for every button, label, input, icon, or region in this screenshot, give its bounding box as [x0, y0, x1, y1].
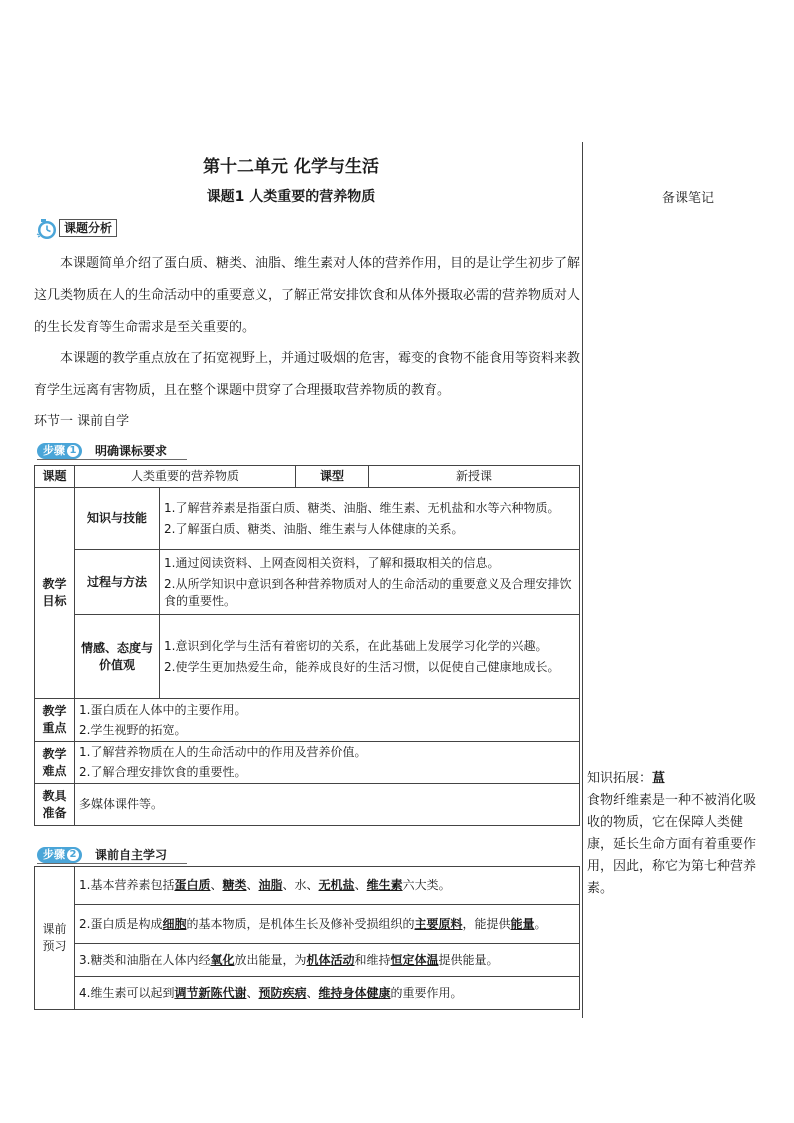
curriculum-table — [34, 465, 580, 826]
difficult-points-cell — [75, 742, 580, 784]
step-1-pill — [37, 443, 82, 459]
step-2-underline — [37, 863, 187, 864]
notes-column-divider — [582, 142, 583, 1018]
step-2-number: 2 — [67, 849, 79, 861]
table-row — [35, 977, 580, 1010]
key-point-line: 2.学生视野的拓宽。 — [79, 722, 187, 737]
goal-line: 2.使学生更加热爱生命，能养成良好的生活习惯，以促使自己健康地成长。 — [164, 659, 560, 674]
clock-icon — [35, 216, 61, 240]
key-points-header: 教学重点 — [35, 699, 75, 742]
preview-table — [34, 866, 580, 1010]
step-2-label: 课前自主学习 — [95, 848, 168, 862]
notes-title: 备课笔记 — [661, 191, 714, 206]
table-row — [35, 699, 580, 742]
table-row — [35, 944, 580, 977]
step-1-prefix: 步骤 — [43, 444, 65, 457]
step-1-underline — [37, 459, 187, 460]
table-row — [35, 784, 580, 826]
section-label: 环节一 课前自学 — [34, 414, 130, 429]
table-row — [35, 488, 580, 550]
table-row — [35, 905, 580, 944]
key-point-line: 1.蛋白质在人体中的主要作用。 — [79, 702, 247, 717]
analysis-paragraph-1: 本课题简单介绍了蛋白质、糖类、油脂、维生素对人体的营养作用，目的是让学生初步了解这几类物质在人的生命活动中的重要意义，了解正常安排饮食和从体外摄取必需的营养物质对人的生长发育等生命需求是至关重要的。 — [34, 256, 581, 335]
teaching-tools-value: 多媒体课件等。 — [75, 784, 580, 826]
goal-cell — [160, 550, 580, 615]
goal-cell — [160, 615, 580, 699]
topic-value: 人类重要的营养物质 — [75, 466, 296, 488]
preview-header: 课前预习 — [35, 867, 75, 1010]
goal-line: 2.了解蛋白质、糖类、油脂、维生素与人体健康的关系。 — [164, 521, 464, 536]
type-value: 新授课 — [369, 466, 580, 488]
sidebar-note-title: 知识拓展：蒀 — [587, 771, 666, 786]
table-row — [35, 615, 580, 699]
goal-category-knowledge: 知识与技能 — [75, 488, 160, 550]
table-row — [35, 466, 580, 488]
preview-item-1: 1.基本营养素包括蛋白质、糖类、油脂、水、无机盐、维生素六大类。 — [75, 867, 580, 905]
difficult-point-line: 2.了解合理安排饮食的重要性。 — [79, 765, 247, 779]
type-header: 课型 — [296, 466, 369, 488]
table-row — [35, 742, 580, 784]
step-1-number: 1 — [67, 445, 79, 457]
topic-header: 课题 — [35, 466, 75, 488]
step-2-pill — [37, 847, 82, 863]
goal-category-attitude: 情感、态度与价值观 — [75, 615, 160, 699]
goal-cell — [160, 488, 580, 550]
goal-line: 1.意识到化学与生活有着密切的关系，在此基础上发展学习化学的兴趣。 — [164, 638, 548, 653]
goal-category-process: 过程与方法 — [75, 550, 160, 615]
step-1-label: 明确课标要求 — [95, 444, 168, 458]
teaching-tools-header: 教具准备 — [35, 784, 75, 826]
goal-line: 1.通过阅读资料、上网查阅相关资料，了解和摄取相关的信息。 — [164, 555, 500, 570]
lesson-title: 课题1 人类重要的营养物质 — [206, 189, 376, 205]
difficult-point-line: 1.了解营养物质在人的生命活动中的作用及营养价值。 — [79, 745, 367, 759]
preview-item-2: 2.蛋白质是构成细胞的基本物质，是机体生长及修补受损组织的主要原料，能提供能量。 — [75, 905, 580, 944]
preview-item-3: 3.糖类和油脂在人体内经氧化放出能量，为机体活动和维持恒定体温提供能量。 — [75, 944, 580, 977]
sidebar-note-text: 食物纤维素是一种不被消化吸收的物质，它在保障人类健康，延长生命方面有着重要作用，因此，称它为第七种营养素。 — [587, 793, 757, 896]
key-points-cell — [75, 699, 580, 742]
table-row — [35, 550, 580, 615]
analysis-label: 课题分析 — [59, 219, 117, 237]
step-2-prefix: 步骤 — [43, 848, 65, 861]
goal-line: 1.了解营养素是指蛋白质、糖类、油脂、维生素、无机盐和水等六种物质。 — [164, 500, 560, 515]
unit-title: 第十二单元 化学与生活 — [203, 157, 379, 177]
goals-header: 教学目标 — [35, 488, 75, 699]
analysis-paragraph-2: 本课题的教学重点放在了拓宽视野上，并通过吸烟的危害，霉变的食物不能食用等资料来教育学生远离有害物质，且在整个课题中贯穿了合理摄取营养物质的教育。 — [34, 351, 581, 398]
sidebar-note — [587, 768, 767, 900]
table-row — [35, 867, 580, 905]
difficult-points-header: 教学难点 — [35, 742, 75, 784]
preview-item-4: 4.维生素可以起到调节新陈代谢、预防疾病、维持身体健康的重要作用。 — [75, 977, 580, 1010]
goal-line: 2.从所学知识中意识到各种营养物质对人的生命活动的重要意义及合理安排饮食的重要性。 — [164, 576, 572, 608]
